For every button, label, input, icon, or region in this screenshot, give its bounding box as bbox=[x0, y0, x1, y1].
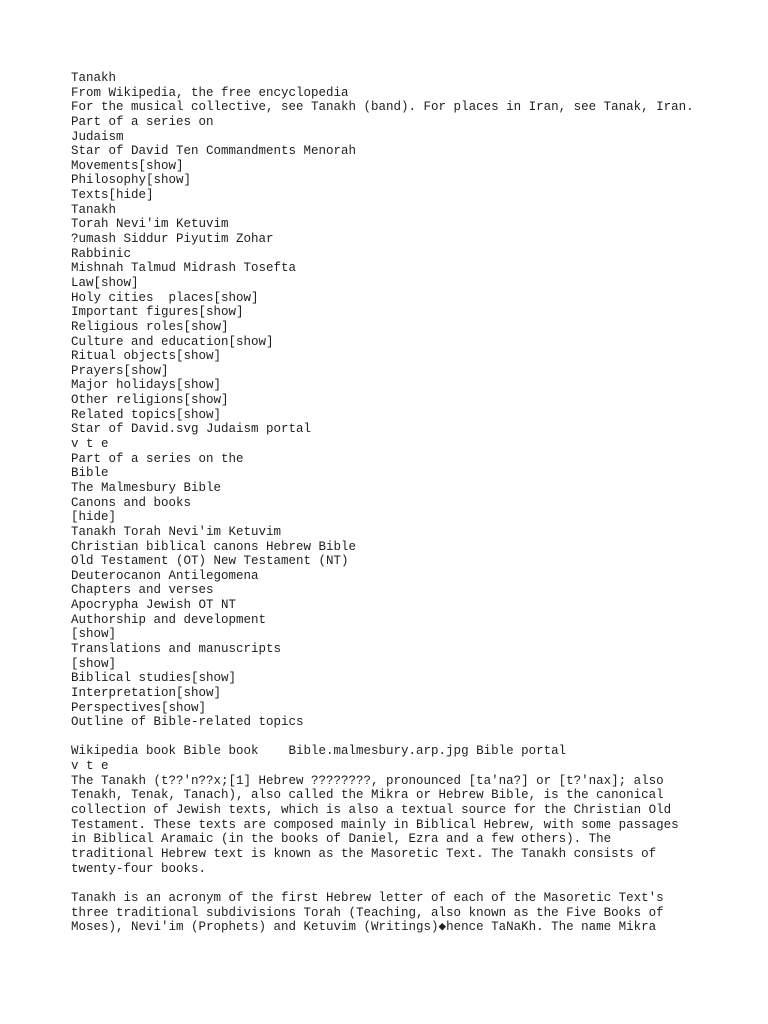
text-line: Prayers[show] bbox=[71, 363, 169, 378]
text-line: Philosophy[show] bbox=[71, 173, 192, 188]
text-line: Star of David Ten Commandments Menorah bbox=[71, 144, 357, 159]
text-line: Judaism bbox=[71, 129, 124, 144]
text-line: Bible bbox=[71, 466, 109, 481]
blank-line bbox=[71, 730, 761, 745]
text-line: Moses), Nevi'im (Prophets) and Ketuvim (Writings)◆hence TaNaKh. The name Mikra bbox=[71, 920, 657, 935]
text-line: Law[show] bbox=[71, 275, 139, 290]
text-line: Tanakh bbox=[71, 71, 117, 85]
text-line: Holy cities places[show] bbox=[71, 290, 259, 305]
text-line: Wikipedia book Bible book Bible.malmesbury.arp.jpg Bible portal bbox=[71, 744, 567, 759]
text-line: ?umash Siddur Piyutim Zohar bbox=[71, 232, 274, 247]
text-line: Major holidays[show] bbox=[71, 378, 222, 393]
text-line: [show] bbox=[71, 656, 117, 671]
text-line: twenty-four books. bbox=[71, 861, 207, 876]
text-line: three traditional subdivisions Torah (Teaching, also known as the Five Books of bbox=[71, 905, 664, 920]
text-line: Part of a series on bbox=[71, 114, 214, 129]
text-line: Texts[hide] bbox=[71, 188, 154, 203]
text-line: Tanakh bbox=[71, 202, 117, 217]
text-line: The Tanakh (t??'n??x;[1] Hebrew ????????, pronounced [ta'na?] or [t?'nax]; also bbox=[71, 773, 664, 788]
text-line: From Wikipedia, the free encyclopedia bbox=[71, 85, 349, 100]
text-line: [show] bbox=[71, 627, 117, 642]
text-line: Related topics[show] bbox=[71, 407, 222, 422]
text-line: in Biblical Aramaic (in the books of Daniel, Ezra and a few others). The bbox=[71, 832, 612, 847]
text-line: Old Testament (OT) New Testament (NT) bbox=[71, 554, 349, 569]
blank-line bbox=[71, 876, 761, 891]
text-line: Translations and manuscripts bbox=[71, 641, 282, 656]
text-line: The Malmesbury Bible bbox=[71, 480, 222, 495]
text-line: Important figures[show] bbox=[71, 305, 244, 320]
text-line: Ritual objects[show] bbox=[71, 349, 222, 364]
document-text bbox=[71, 71, 761, 935]
text-line: Culture and education[show] bbox=[71, 334, 274, 349]
text-line: Authorship and development bbox=[71, 612, 267, 627]
text-line: Canons and books bbox=[71, 495, 192, 510]
document-page bbox=[71, 71, 761, 935]
text-line: Movements[show] bbox=[71, 158, 184, 173]
text-line: Religious roles[show] bbox=[71, 319, 229, 334]
text-line: Outline of Bible-related topics bbox=[71, 715, 304, 730]
text-line: Part of a series on the bbox=[71, 451, 244, 466]
text-line: Tenakh, Tenak, Tanach), also called the Mikra or Hebrew Bible, is the canonical bbox=[71, 788, 664, 803]
text-line: Star of David.svg Judaism portal bbox=[71, 422, 312, 437]
text-line: v t e bbox=[71, 759, 109, 774]
text-line: Biblical studies[show] bbox=[71, 671, 237, 686]
text-line: Torah Nevi'im Ketuvim bbox=[71, 217, 229, 232]
text-line: collection of Jewish texts, which is also a textual source for the Christian Old bbox=[71, 803, 672, 818]
text-line: Interpretation[show] bbox=[71, 685, 222, 700]
text-line: traditional Hebrew text is known as the Masoretic Text. The Tanakh consists of bbox=[71, 846, 657, 861]
text-line: Chapters and verses bbox=[71, 583, 214, 598]
text-line: For the musical collective, see Tanakh (band). For places in Iran, see Tanak, Iran. bbox=[71, 100, 694, 115]
text-line: Apocrypha Jewish OT NT bbox=[71, 598, 237, 613]
text-line: Testament. These texts are composed mainly in Biblical Hebrew, with some passages bbox=[71, 817, 679, 832]
text-line: Tanakh is an acronym of the first Hebrew letter of each of the Masoretic Text's bbox=[71, 890, 664, 905]
text-line: Christian biblical canons Hebrew Bible bbox=[71, 539, 357, 554]
text-line: v t e bbox=[71, 437, 109, 452]
text-line: Other religions[show] bbox=[71, 393, 229, 408]
text-line: [hide] bbox=[71, 510, 117, 525]
text-line: Deuterocanon Antilegomena bbox=[71, 568, 259, 583]
text-line: Tanakh Torah Nevi'im Ketuvim bbox=[71, 524, 282, 539]
text-line: Rabbinic bbox=[71, 246, 132, 261]
text-line: Perspectives[show] bbox=[71, 700, 207, 715]
text-line: Mishnah Talmud Midrash Tosefta bbox=[71, 261, 297, 276]
